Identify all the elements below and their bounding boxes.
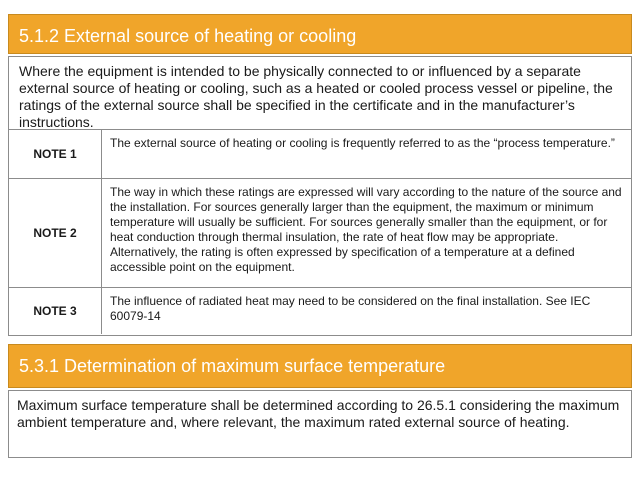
note-row-2: [9, 178, 631, 287]
note-text: The way in which these ratings are expressed will vary according to the nature of the source and the installation. For sources generally larger than the equipment, the maximum or minimum temperature will usually be sufficient. For sources generally smaller than the equipment, or for heat conduction through thermal insulation, the rate of heat flow may be appropriate. Alternatively, the rating is often expressed by specification of a temperature at a defined accessible point on the equipment.: [110, 185, 622, 274]
section-body-paragraph: Maximum surface temperature shall be determined according to 26.5.1 considering the maximum ambient temperature and, where relevant, the maximum rated external source of heating.: [17, 397, 620, 430]
note-row-3: [9, 287, 631, 334]
section-title-5-3-1: [8, 344, 632, 388]
section-title-text: 5.1.2 External source of heating or cooling: [19, 26, 357, 46]
note-label: NOTE 1: [9, 130, 102, 178]
note-text: The external source of heating or cooling is frequently referred to as the “process temperature.”: [110, 136, 615, 150]
section-title-text: 5.3.1 Determination of maximum surface temperature: [19, 356, 446, 376]
section-5-3-1-content: [8, 390, 632, 458]
section-intro-paragraph: Where the equipment is intended to be physically connected to or influenced by a separate external source of heating or cooling, such as a heated or cooled process vessel or pipeline, the ratings of the external source shall be specified in the certificate and in the manufacturer’s instructions.: [19, 63, 613, 130]
note-row-1: [9, 129, 631, 178]
section-title-5-1-2: [8, 14, 632, 54]
note-label: NOTE 3: [9, 288, 102, 334]
note-text: The influence of radiated heat may need to be considered on the final installation. See IEC 60079-14: [110, 294, 591, 323]
note-label: NOTE 2: [9, 179, 102, 287]
section-5-1-2-content: [8, 56, 632, 336]
